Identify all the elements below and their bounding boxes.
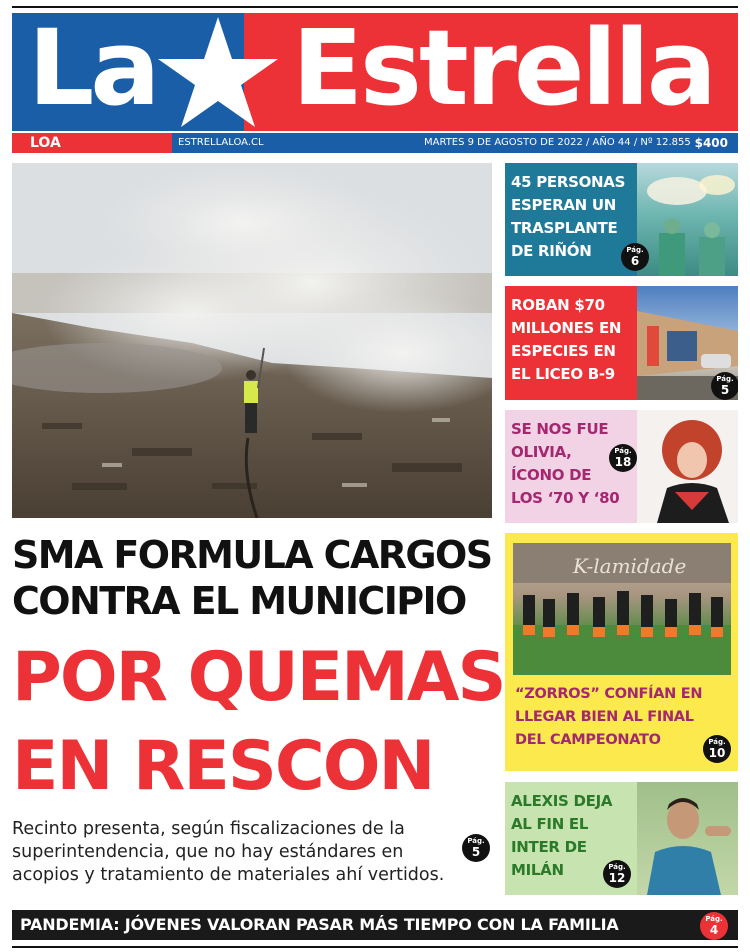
main-headline-red-line2: EN RESCON	[12, 727, 434, 806]
side-story-line: ESPERAN UN	[511, 196, 616, 214]
side-story-line: TRASPLANTE	[511, 219, 618, 237]
page-number: 6	[630, 254, 640, 268]
side-story-line: ÍCONO DE	[511, 466, 592, 484]
side-story-olivia[interactable]	[505, 410, 738, 523]
side-story-alexis[interactable]	[505, 782, 738, 895]
page-number: 12	[608, 871, 626, 885]
page-badge[interactable]	[603, 860, 631, 888]
side-story-robbery[interactable]	[505, 286, 738, 400]
price-label: $400	[694, 136, 728, 150]
side-story-line: ALEXIS DEJA	[511, 792, 613, 810]
page-label: Pág.	[608, 863, 626, 871]
side-story-line: LOS ‘70 Y ‘80	[511, 489, 620, 507]
side-story-line: LLEGAR BIEN AL FINAL	[515, 709, 694, 725]
page-label: Pág.	[467, 837, 485, 845]
edition-name: LOA	[12, 133, 172, 153]
page-badge[interactable]	[621, 243, 649, 271]
side-story-line: EL LICEO B-9	[511, 365, 615, 383]
page-number: 5	[720, 383, 730, 397]
side-story-line: DE RIÑÓN	[511, 242, 592, 260]
page-label: Pág.	[626, 246, 644, 254]
stadium-banner-text: K-lamidade	[573, 554, 687, 578]
page-badge[interactable]	[609, 444, 637, 472]
bottom-page-badge[interactable]	[700, 912, 728, 940]
top-rule	[12, 6, 738, 8]
main-story-lede: Recinto presenta, según fiscalizaciones de la superintendencia, que no hay estándares en acopios y tratamiento de materiales ahí vertidos.	[12, 819, 445, 885]
side-story-line: INTER DE	[511, 838, 587, 856]
main-story-page-badge[interactable]	[462, 834, 490, 862]
masthead[interactable]	[12, 13, 738, 131]
side-story-zorros[interactable]	[505, 533, 738, 771]
main-story-photo[interactable]	[12, 163, 492, 518]
date-line: MARTES 9 DE AGOSTO DE 2022 / AÑO 44 / Nº 12.855	[424, 137, 691, 148]
page-number: 18	[614, 455, 632, 469]
side-story-line: MILÁN	[511, 861, 564, 879]
masthead-name-estrella: Estrella	[292, 13, 714, 129]
edition-bar	[12, 133, 738, 153]
side-story-line: SE NOS FUE	[511, 420, 609, 438]
bottom-rule	[12, 946, 738, 948]
football-team-photo	[513, 543, 731, 675]
website-link[interactable]: ESTRELLALOA.CL	[178, 137, 264, 148]
page-label: Pág.	[614, 447, 632, 455]
page-label: Pág.	[708, 738, 726, 746]
star-icon	[152, 13, 284, 131]
landfill-smoke-illustration	[12, 163, 492, 518]
surgery-photo	[637, 163, 738, 276]
olivia-portrait	[637, 410, 738, 523]
page-number: 5	[471, 845, 481, 859]
side-story-line: AL FIN EL	[511, 815, 589, 833]
alexis-portrait	[637, 782, 738, 895]
masthead-name-la: La	[28, 13, 157, 129]
side-story-line: ESPECIES EN	[511, 342, 616, 360]
side-story-transplant[interactable]	[505, 163, 738, 276]
bottom-headline-text: PANDEMIA: JÓVENES VALORAN PASAR MÁS TIEMPO CON LA FAMILIA	[20, 915, 619, 934]
side-story-line: 45 PERSONAS	[511, 173, 626, 191]
page-number: 4	[709, 923, 719, 937]
main-headline-line1: SMA FORMULA CARGOS	[12, 533, 492, 577]
page-badge[interactable]	[711, 372, 738, 400]
side-story-line: “ZORROS” CONFÍAN EN	[515, 686, 703, 702]
main-headline-line2: CONTRA EL MUNICIPIO	[12, 579, 466, 623]
bottom-headline-bar[interactable]	[12, 910, 738, 940]
side-story-line: DEL CAMPEONATO	[515, 732, 661, 748]
page-badge[interactable]	[703, 735, 731, 763]
page-label: Pág.	[716, 375, 734, 383]
page-label: Pág.	[705, 915, 723, 923]
side-story-line: OLIVIA,	[511, 443, 572, 461]
side-story-line: ROBAN $70	[511, 296, 605, 314]
page-number: 10	[708, 746, 726, 760]
main-headline-red-line1: POR QUEMAS	[12, 638, 505, 717]
side-story-line: MILLONES EN	[511, 319, 622, 337]
